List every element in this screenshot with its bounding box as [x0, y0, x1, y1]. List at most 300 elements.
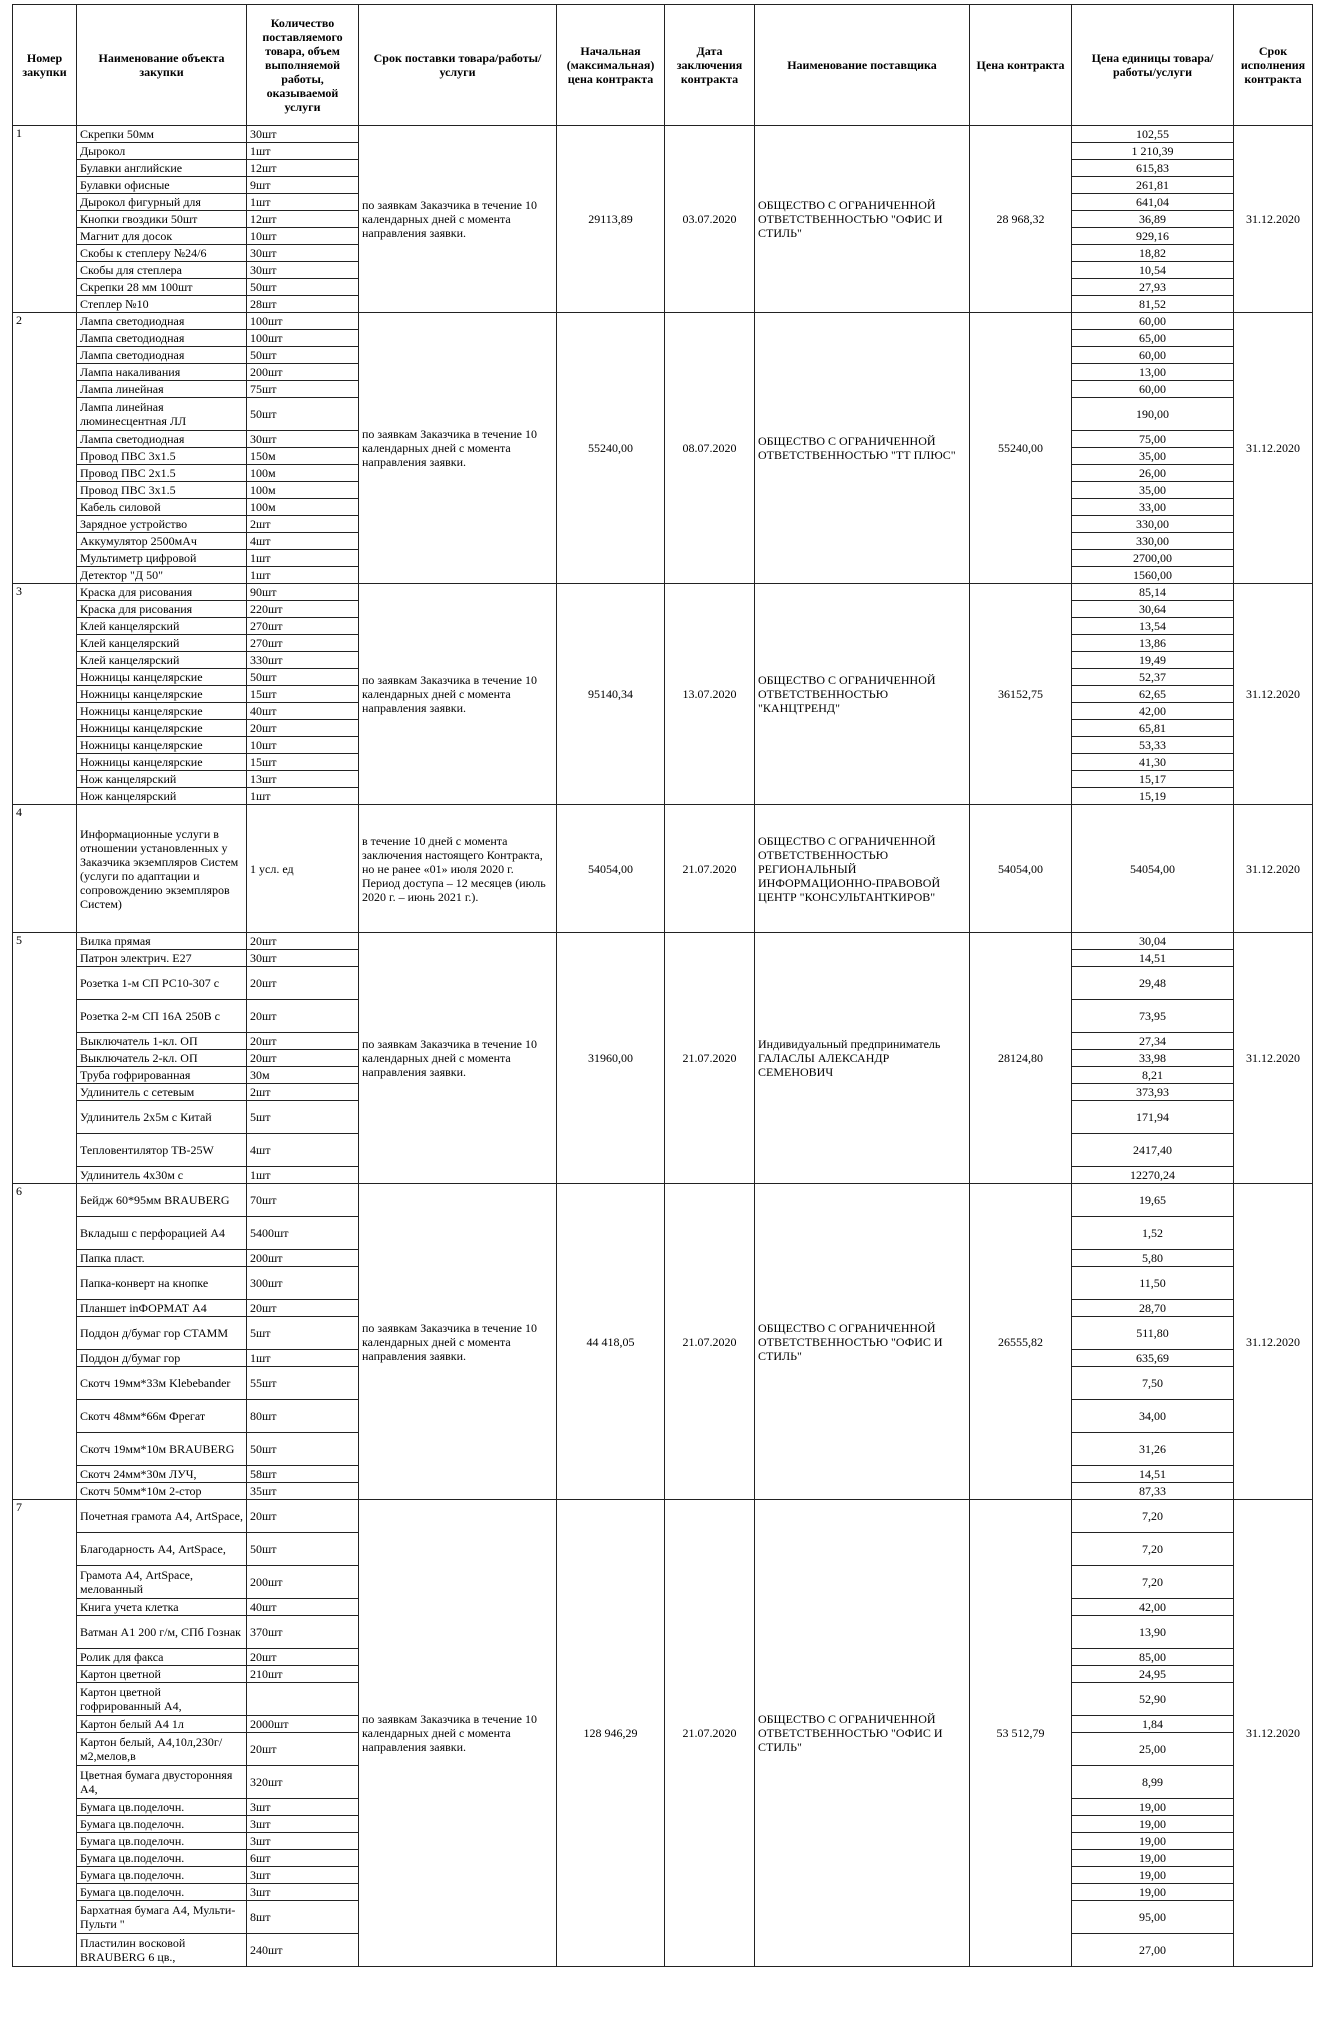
unit-price: 261,81 — [1072, 177, 1234, 194]
unit-price: 27,34 — [1072, 1033, 1234, 1050]
item-quantity: 300шт — [247, 1267, 359, 1300]
item-quantity: 2000шт — [247, 1716, 359, 1733]
procurement-sheet — [12, 4, 1312, 1967]
item-name: Папка-конверт на кнопке — [77, 1267, 247, 1300]
item-quantity: 28шт — [247, 296, 359, 313]
item-name: Краска для рисования — [77, 584, 247, 601]
contract-deadline: 31.12.2020 — [1234, 584, 1313, 805]
item-quantity: 1шт — [247, 1167, 359, 1184]
unit-price: 53,33 — [1072, 737, 1234, 754]
unit-price: 60,00 — [1072, 313, 1234, 330]
item-quantity: 30шт — [247, 126, 359, 143]
item-name: Скотч 19мм*33м Klebebander — [77, 1367, 247, 1400]
item-name: Картон белый, А4,10л,230г/м2,мелов,в — [77, 1733, 247, 1766]
col-header-supplier: Наименование поставщика — [755, 5, 970, 126]
item-quantity: 50шт — [247, 1433, 359, 1466]
table-row — [13, 126, 1313, 143]
item-quantity: 1шт — [247, 194, 359, 211]
unit-price: 30,64 — [1072, 601, 1234, 618]
item-quantity: 90шт — [247, 584, 359, 601]
item-name: Поддон д/бумаг гор — [77, 1350, 247, 1367]
item-name: Лампа линейная люминесцентная ЛЛ — [77, 398, 247, 431]
unit-price: 1,52 — [1072, 1217, 1234, 1250]
item-quantity: 55шт — [247, 1367, 359, 1400]
item-name: Детектор "Д 50" — [77, 567, 247, 584]
item-name: Зарядное устройство — [77, 516, 247, 533]
unit-price: 8,21 — [1072, 1067, 1234, 1084]
contract-price: 26555,82 — [970, 1184, 1072, 1500]
unit-price: 19,65 — [1072, 1184, 1234, 1217]
supplier-name: ОБЩЕСТВО С ОГРАНИЧЕННОЙ ОТВЕТСТВЕННОСТЬЮ "ОФИС И СТИЛЬ" — [755, 1500, 970, 1967]
item-name: Степлер №10 — [77, 296, 247, 313]
item-quantity: 10шт — [247, 228, 359, 245]
unit-price: 635,69 — [1072, 1350, 1234, 1367]
table-row — [13, 313, 1313, 330]
item-name: Цветная бумага двусторонняя А4, — [77, 1766, 247, 1799]
item-quantity: 50шт — [247, 669, 359, 686]
unit-price: 95,00 — [1072, 1901, 1234, 1934]
item-name: Пластилин восковой BRAUBERG 6 цв., — [77, 1934, 247, 1967]
supplier-name: ОБЩЕСТВО С ОГРАНИЧЕННОЙ ОТВЕТСТВЕННОСТЬЮ "ОФИС И СТИЛЬ" — [755, 126, 970, 313]
unit-price: 2700,00 — [1072, 550, 1234, 567]
item-quantity: 200шт — [247, 1566, 359, 1599]
contract-deadline: 31.12.2020 — [1234, 805, 1313, 933]
item-quantity: 58шт — [247, 1466, 359, 1483]
initial-price: 44 418,05 — [557, 1184, 665, 1500]
initial-price: 128 946,29 — [557, 1500, 665, 1967]
col-header-contract-date: Дата заключения контракта — [665, 5, 755, 126]
item-quantity: 20шт — [247, 933, 359, 950]
table-row — [13, 1500, 1313, 1533]
item-name: Скобы для степлера — [77, 262, 247, 279]
unit-price: 7,50 — [1072, 1367, 1234, 1400]
contract-date: 13.07.2020 — [665, 584, 755, 805]
item-quantity: 200шт — [247, 364, 359, 381]
contract-date: 21.07.2020 — [665, 933, 755, 1184]
item-name: Скотч 19мм*10м BRAUBERG — [77, 1433, 247, 1466]
unit-price: 81,52 — [1072, 296, 1234, 313]
item-quantity: 3шт — [247, 1867, 359, 1884]
contract-price: 28124,80 — [970, 933, 1072, 1184]
unit-price: 11,50 — [1072, 1267, 1234, 1300]
delivery-term: в течение 10 дней с момента заключения настоящего Контракта, но не ранее «01» июля 2020 г. Период доступа – 12 месяцев (июль 2020 г. – июнь 2021 г.). — [359, 805, 557, 933]
item-name: Лампа светодиодная — [77, 431, 247, 448]
unit-price: 25,00 — [1072, 1733, 1234, 1766]
item-name: Лампа светодиодная — [77, 330, 247, 347]
unit-price: 190,00 — [1072, 398, 1234, 431]
unit-price: 7,20 — [1072, 1500, 1234, 1533]
item-name: Информационные услуги в отношении установленных у Заказчика экземпляров Систем (услуги по адаптации и сопровождению экземпляров Систем) — [77, 805, 247, 933]
item-name: Мультиметр цифровой — [77, 550, 247, 567]
item-quantity: 20шт — [247, 1500, 359, 1533]
supplier-name: ОБЩЕСТВО С ОГРАНИЧЕННОЙ ОТВЕТСТВЕННОСТЬЮ "ТТ ПЛЮС" — [755, 313, 970, 584]
item-name: Бумага цв.поделочн. — [77, 1799, 247, 1816]
contract-deadline: 31.12.2020 — [1234, 933, 1313, 1184]
table-row — [13, 933, 1313, 950]
item-quantity: 330шт — [247, 652, 359, 669]
item-quantity: 5400шт — [247, 1217, 359, 1250]
unit-price: 19,00 — [1072, 1799, 1234, 1816]
unit-price: 36,89 — [1072, 211, 1234, 228]
initial-price: 31960,00 — [557, 933, 665, 1184]
unit-price: 65,81 — [1072, 720, 1234, 737]
unit-price: 1560,00 — [1072, 567, 1234, 584]
item-name: Бумага цв.поделочн. — [77, 1833, 247, 1850]
unit-price: 41,30 — [1072, 754, 1234, 771]
item-name: Клей канцелярский — [77, 635, 247, 652]
unit-price: 24,95 — [1072, 1666, 1234, 1683]
item-name: Патрон электрич. Е27 — [77, 950, 247, 967]
purchase-number: 3 — [13, 584, 77, 805]
unit-price: 87,33 — [1072, 1483, 1234, 1500]
item-name: Скотч 24мм*30м ЛУЧ, — [77, 1466, 247, 1483]
unit-price: 42,00 — [1072, 1599, 1234, 1616]
item-quantity: 20шт — [247, 1000, 359, 1033]
table-row — [13, 1184, 1313, 1217]
table-header — [13, 5, 1313, 126]
contract-price: 54054,00 — [970, 805, 1072, 933]
item-name: Выключатель 1-кл. ОП — [77, 1033, 247, 1050]
unit-price: 35,00 — [1072, 448, 1234, 465]
item-quantity: 12шт — [247, 160, 359, 177]
item-quantity: 50шт — [247, 398, 359, 431]
col-header-unit-price: Цена единицы товара/работы/услуги — [1072, 5, 1234, 126]
item-quantity: 50шт — [247, 1533, 359, 1566]
item-quantity: 320шт — [247, 1766, 359, 1799]
unit-price: 5,80 — [1072, 1250, 1234, 1267]
item-name: Кабель силовой — [77, 499, 247, 516]
item-name: Провод ПВС 3х1.5 — [77, 482, 247, 499]
item-quantity: 15шт — [247, 686, 359, 703]
item-quantity: 3шт — [247, 1833, 359, 1850]
purchase-number: 1 — [13, 126, 77, 313]
item-name: Бумага цв.поделочн. — [77, 1850, 247, 1867]
item-quantity: 1шт — [247, 1350, 359, 1367]
supplier-name: ОБЩЕСТВО С ОГРАНИЧЕННОЙ ОТВЕТСТВЕННОСТЬЮ РЕГИОНАЛЬНЫЙ ИНФОРМАЦИОННО-ПРАВОВОЙ ЦЕНТР "КОНСУЛЬТАНТКИРОВ" — [755, 805, 970, 933]
unit-price: 102,55 — [1072, 126, 1234, 143]
initial-price: 54054,00 — [557, 805, 665, 933]
item-name: Скотч 50мм*10м 2-стор — [77, 1483, 247, 1500]
item-name: Бумага цв.поделочн. — [77, 1867, 247, 1884]
item-name: Дырокол фигурный для — [77, 194, 247, 211]
item-name: Грамота А4, ArtSpace, мелованный — [77, 1566, 247, 1599]
item-quantity: 220шт — [247, 601, 359, 618]
item-name: Удлинитель с сетевым — [77, 1084, 247, 1101]
unit-price: 929,16 — [1072, 228, 1234, 245]
item-quantity: 240шт — [247, 1934, 359, 1967]
item-name: Бархатная бумага А4, Мульти-Пульти " — [77, 1901, 247, 1934]
item-quantity: 5шт — [247, 1101, 359, 1134]
item-name: Розетка 2-м СП 16А 250В с — [77, 1000, 247, 1033]
item-quantity: 4шт — [247, 1134, 359, 1167]
delivery-term: по заявкам Заказчика в течение 10 календарных дней с момента направления заявки. — [359, 1500, 557, 1967]
contract-date: 21.07.2020 — [665, 805, 755, 933]
contract-date: 21.07.2020 — [665, 1500, 755, 1967]
item-name: Ролик для факса — [77, 1649, 247, 1666]
purchase-number: 4 — [13, 805, 77, 933]
delivery-term: по заявкам Заказчика в течение 10 календарных дней с момента направления заявки. — [359, 933, 557, 1184]
item-quantity: 10шт — [247, 737, 359, 754]
item-name: Провод ПВС 3х1.5 — [77, 448, 247, 465]
unit-price: 511,80 — [1072, 1317, 1234, 1350]
item-quantity: 1шт — [247, 550, 359, 567]
table-body — [13, 126, 1313, 1967]
delivery-term: по заявкам Заказчика в течение 10 календарных дней с момента направления заявки. — [359, 313, 557, 584]
item-name: Булавки английские — [77, 160, 247, 177]
contract-deadline: 31.12.2020 — [1234, 313, 1313, 584]
item-name: Булавки офисные — [77, 177, 247, 194]
item-quantity: 30шт — [247, 245, 359, 262]
contract-price: 53 512,79 — [970, 1500, 1072, 1967]
item-name: Клей канцелярский — [77, 652, 247, 669]
unit-price: 62,65 — [1072, 686, 1234, 703]
item-name: Лампа накаливания — [77, 364, 247, 381]
contract-date: 21.07.2020 — [665, 1184, 755, 1500]
contract-price: 36152,75 — [970, 584, 1072, 805]
item-quantity: 35шт — [247, 1483, 359, 1500]
unit-price: 171,94 — [1072, 1101, 1234, 1134]
item-quantity: 270шт — [247, 618, 359, 635]
unit-price: 19,00 — [1072, 1833, 1234, 1850]
contract-price: 55240,00 — [970, 313, 1072, 584]
item-name: Бумага цв.поделочн. — [77, 1884, 247, 1901]
item-name: Благодарность А4, ArtSpace, — [77, 1533, 247, 1566]
item-name: Почетная грамота А4, ArtSpace, — [77, 1500, 247, 1533]
unit-price: 27,93 — [1072, 279, 1234, 296]
item-quantity: 6шт — [247, 1850, 359, 1867]
delivery-term: по заявкам Заказчика в течение 10 календарных дней с момента направления заявки. — [359, 126, 557, 313]
contract-deadline: 31.12.2020 — [1234, 126, 1313, 313]
item-quantity: 210шт — [247, 1666, 359, 1683]
unit-price: 10,54 — [1072, 262, 1234, 279]
item-name: Книга учета клетка — [77, 1599, 247, 1616]
unit-price: 15,17 — [1072, 771, 1234, 788]
item-name: Провод ПВС 2х1.5 — [77, 465, 247, 482]
unit-price: 26,00 — [1072, 465, 1234, 482]
item-quantity — [247, 1683, 359, 1716]
item-quantity: 13шт — [247, 771, 359, 788]
unit-price: 373,93 — [1072, 1084, 1234, 1101]
item-quantity: 30м — [247, 1067, 359, 1084]
item-name: Картон цветной — [77, 1666, 247, 1683]
item-name: Удлинитель 4х30м с — [77, 1167, 247, 1184]
item-quantity: 100м — [247, 499, 359, 516]
delivery-term: по заявкам Заказчика в течение 10 календарных дней с момента направления заявки. — [359, 1184, 557, 1500]
item-name: Папка пласт. — [77, 1250, 247, 1267]
item-name: Ножницы канцелярские — [77, 686, 247, 703]
unit-price: 60,00 — [1072, 381, 1234, 398]
item-name: Бейдж 60*95мм BRAUBERG — [77, 1184, 247, 1217]
item-quantity: 3шт — [247, 1884, 359, 1901]
item-name: Удлинитель 2х5м с Китай — [77, 1101, 247, 1134]
item-name: Поддон д/бумаг гор СТАММ — [77, 1317, 247, 1350]
unit-price: 14,51 — [1072, 1466, 1234, 1483]
item-name: Скрепки 28 мм 100шт — [77, 279, 247, 296]
item-quantity: 5шт — [247, 1317, 359, 1350]
unit-price: 330,00 — [1072, 533, 1234, 550]
item-quantity: 9шт — [247, 177, 359, 194]
item-quantity: 100м — [247, 465, 359, 482]
contract-date: 08.07.2020 — [665, 313, 755, 584]
unit-price: 85,00 — [1072, 1649, 1234, 1666]
purchase-number: 5 — [13, 933, 77, 1184]
item-quantity: 1шт — [247, 788, 359, 805]
contract-date: 03.07.2020 — [665, 126, 755, 313]
item-quantity: 200шт — [247, 1250, 359, 1267]
unit-price: 1,84 — [1072, 1716, 1234, 1733]
item-quantity: 270шт — [247, 635, 359, 652]
item-name: Ножницы канцелярские — [77, 737, 247, 754]
unit-price: 75,00 — [1072, 431, 1234, 448]
item-name: Планшет inФОРМАТ А4 — [77, 1300, 247, 1317]
unit-price: 19,00 — [1072, 1884, 1234, 1901]
item-quantity: 2шт — [247, 516, 359, 533]
initial-price: 29113,89 — [557, 126, 665, 313]
item-quantity: 15шт — [247, 754, 359, 771]
unit-price: 42,00 — [1072, 703, 1234, 720]
supplier-name: ОБЩЕСТВО С ОГРАНИЧЕННОЙ ОТВЕТСТВЕННОСТЬЮ "КАНЦТРЕНД" — [755, 584, 970, 805]
unit-price: 1 210,39 — [1072, 143, 1234, 160]
contract-deadline: 31.12.2020 — [1234, 1184, 1313, 1500]
supplier-name: ОБЩЕСТВО С ОГРАНИЧЕННОЙ ОТВЕТСТВЕННОСТЬЮ "ОФИС И СТИЛЬ" — [755, 1184, 970, 1500]
item-name: Скрепки 50мм — [77, 126, 247, 143]
unit-price: 52,90 — [1072, 1683, 1234, 1716]
item-quantity: 75шт — [247, 381, 359, 398]
item-name: Кнопки гвоздики 50шт — [77, 211, 247, 228]
item-name: Ножницы канцелярские — [77, 754, 247, 771]
unit-price: 7,20 — [1072, 1566, 1234, 1599]
item-quantity: 20шт — [247, 1649, 359, 1666]
item-quantity: 50шт — [247, 347, 359, 364]
item-name: Бумага цв.поделочн. — [77, 1816, 247, 1833]
unit-price: 7,20 — [1072, 1533, 1234, 1566]
initial-price: 55240,00 — [557, 313, 665, 584]
unit-price: 60,00 — [1072, 347, 1234, 364]
table-row — [13, 805, 1313, 933]
item-quantity: 80шт — [247, 1400, 359, 1433]
item-quantity: 100шт — [247, 313, 359, 330]
item-name: Аккумулятор 2500мАч — [77, 533, 247, 550]
col-header-contract-price: Цена контракта — [970, 5, 1072, 126]
item-name: Ножницы канцелярские — [77, 669, 247, 686]
item-name: Скотч 48мм*66м Фрегат — [77, 1400, 247, 1433]
unit-price: 19,49 — [1072, 652, 1234, 669]
unit-price: 14,51 — [1072, 950, 1234, 967]
procurement-table — [12, 4, 1313, 1967]
item-quantity: 100шт — [247, 330, 359, 347]
item-quantity: 40шт — [247, 1599, 359, 1616]
unit-price: 30,04 — [1072, 933, 1234, 950]
supplier-name: Индивидуальный предприниматель ГАЛАСЛЫ АЛЕКСАНДР СЕМЕНОВИЧ — [755, 933, 970, 1184]
item-name: Картон белый А4 1л — [77, 1716, 247, 1733]
item-quantity: 30шт — [247, 262, 359, 279]
item-quantity: 12шт — [247, 211, 359, 228]
initial-price: 95140,34 — [557, 584, 665, 805]
item-quantity: 20шт — [247, 1300, 359, 1317]
purchase-number: 6 — [13, 1184, 77, 1500]
item-name: Вилка прямая — [77, 933, 247, 950]
item-name: Ножницы канцелярские — [77, 703, 247, 720]
item-name: Клей канцелярский — [77, 618, 247, 635]
col-header-term: Срок поставки товара/работы/услуги — [359, 5, 557, 126]
unit-price: 35,00 — [1072, 482, 1234, 499]
item-name: Вкладыш с перфорацией А4 — [77, 1217, 247, 1250]
item-name: Краска для рисования — [77, 601, 247, 618]
item-name: Лампа светодиодная — [77, 313, 247, 330]
unit-price: 615,83 — [1072, 160, 1234, 177]
item-quantity: 20шт — [247, 967, 359, 1000]
unit-price: 2417,40 — [1072, 1134, 1234, 1167]
unit-price: 27,00 — [1072, 1934, 1234, 1967]
contract-deadline: 31.12.2020 — [1234, 1500, 1313, 1967]
item-quantity: 2шт — [247, 1084, 359, 1101]
item-quantity: 30шт — [247, 950, 359, 967]
delivery-term: по заявкам Заказчика в течение 10 календарных дней с момента направления заявки. — [359, 584, 557, 805]
unit-price: 13,86 — [1072, 635, 1234, 652]
item-quantity: 3шт — [247, 1799, 359, 1816]
col-header-number: Номер закупки — [13, 5, 77, 126]
item-name: Лампа светодиодная — [77, 347, 247, 364]
unit-price: 28,70 — [1072, 1300, 1234, 1317]
unit-price: 29,48 — [1072, 967, 1234, 1000]
item-name: Труба гофрированная — [77, 1067, 247, 1084]
item-quantity: 20шт — [247, 1050, 359, 1067]
item-quantity: 1шт — [247, 567, 359, 584]
unit-price: 330,00 — [1072, 516, 1234, 533]
item-quantity: 3шт — [247, 1816, 359, 1833]
unit-price: 33,00 — [1072, 499, 1234, 516]
item-quantity: 1 усл. ед — [247, 805, 359, 933]
unit-price: 13,00 — [1072, 364, 1234, 381]
purchase-number: 7 — [13, 1500, 77, 1967]
unit-price: 65,00 — [1072, 330, 1234, 347]
contract-price: 28 968,32 — [970, 126, 1072, 313]
unit-price: 18,82 — [1072, 245, 1234, 262]
item-name: Ватман А1 200 г/м, СПб Гознак — [77, 1616, 247, 1649]
item-name: Выключатель 2-кл. ОП — [77, 1050, 247, 1067]
item-quantity: 20шт — [247, 1733, 359, 1766]
unit-price: 12270,24 — [1072, 1167, 1234, 1184]
item-name: Картон цветной гофрированный А4, — [77, 1683, 247, 1716]
item-quantity: 370шт — [247, 1616, 359, 1649]
col-header-quantity: Количество поставляемого товара, объем выполняемой работы, оказываемой услуги — [247, 5, 359, 126]
unit-price: 54054,00 — [1072, 805, 1234, 933]
unit-price: 19,00 — [1072, 1816, 1234, 1833]
item-name: Нож канцелярский — [77, 771, 247, 788]
unit-price: 33,98 — [1072, 1050, 1234, 1067]
item-quantity: 50шт — [247, 279, 359, 296]
unit-price: 34,00 — [1072, 1400, 1234, 1433]
unit-price: 85,14 — [1072, 584, 1234, 601]
unit-price: 19,00 — [1072, 1850, 1234, 1867]
item-quantity: 100м — [247, 482, 359, 499]
item-name: Дырокол — [77, 143, 247, 160]
item-quantity: 70шт — [247, 1184, 359, 1217]
item-name: Розетка 1-м СП РС10-307 с — [77, 967, 247, 1000]
unit-price: 15,19 — [1072, 788, 1234, 805]
header-row — [13, 5, 1313, 126]
unit-price: 641,04 — [1072, 194, 1234, 211]
col-header-deadline: Срок исполнения контракта — [1234, 5, 1313, 126]
purchase-number: 2 — [13, 313, 77, 584]
item-name: Тепловентилятор ТВ-25W — [77, 1134, 247, 1167]
item-name: Лампа линейная — [77, 381, 247, 398]
item-quantity: 4шт — [247, 533, 359, 550]
item-quantity: 8шт — [247, 1901, 359, 1934]
item-quantity: 20шт — [247, 720, 359, 737]
unit-price: 13,90 — [1072, 1616, 1234, 1649]
item-quantity: 40шт — [247, 703, 359, 720]
